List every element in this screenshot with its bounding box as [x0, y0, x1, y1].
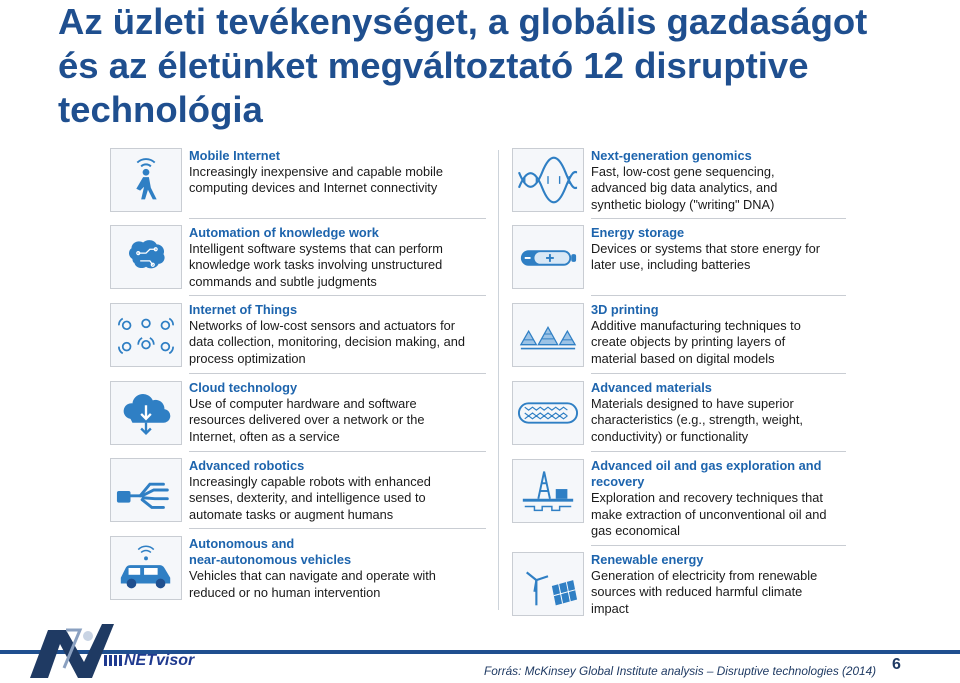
- tech-item-description: synthetic biology ("writing" DNA): [591, 196, 775, 212]
- tech-item-heading: Autonomous and: [189, 536, 295, 551]
- title-line: Az üzleti tevékenységet, a globális gazdaságot: [58, 1, 868, 42]
- tech-item-text: [591, 552, 846, 617]
- item-separator: [591, 373, 846, 374]
- tech-item-description: create objects by printing layers of: [591, 334, 786, 350]
- tech-item-heading: recovery: [591, 474, 645, 490]
- tech-item-description: process optimization: [189, 350, 306, 366]
- pyramid-print-icon: [512, 303, 584, 367]
- title-line: technológia: [58, 89, 263, 130]
- tech-item-description: Networks of low-cost sensors and actuators for: [189, 318, 455, 334]
- slide-title: [58, 0, 938, 132]
- nanotube-icon: [512, 381, 584, 445]
- item-separator: [189, 373, 486, 374]
- tech-item-description: data collection, monitoring, decision making, and: [189, 334, 466, 350]
- tech-item-text: [189, 148, 486, 197]
- tech-item-description: material based on digital models: [591, 350, 775, 366]
- tech-item-description: gas economical: [591, 522, 680, 538]
- tech-item-description: Materials designed to have superior: [591, 396, 794, 412]
- tech-item-description: reduced or no human intervention: [189, 584, 381, 600]
- tech-item-description: make extraction of unconventional oil and: [591, 506, 827, 522]
- tech-item-text: [591, 225, 846, 274]
- tech-item-description: later use, including batteries: [591, 257, 751, 273]
- battery-icon: [512, 225, 584, 289]
- page-number: 6: [892, 656, 901, 673]
- item-separator: [189, 218, 486, 219]
- netvisor-logo-icon: [26, 622, 116, 678]
- tech-item-text: [189, 380, 486, 445]
- tech-item-description: Devices or systems that store energy for: [591, 241, 821, 257]
- title-line: és az életünket megváltoztató 12 disruptive: [58, 45, 809, 86]
- tech-item-description: commands and subtle judgments: [189, 273, 377, 289]
- tech-item-heading: near-autonomous vehicles: [189, 552, 352, 568]
- tech-item-heading: Next-generation genomics: [591, 148, 752, 163]
- tech-item-heading: Advanced materials: [591, 380, 712, 395]
- item-separator: [189, 295, 486, 296]
- tech-item-description: conductivity) or functionality: [591, 428, 749, 444]
- tech-item-heading: Automation of knowledge work: [189, 225, 379, 240]
- tech-item-description: impact: [591, 600, 629, 616]
- tech-item-description: advanced big data analytics, and: [591, 180, 778, 196]
- tech-item-heading: Advanced oil and gas exploration and: [591, 458, 822, 473]
- tech-item-description: Internet, often as a service: [189, 428, 340, 444]
- brand-net: NET: [124, 652, 156, 669]
- tech-item-text: [189, 225, 486, 290]
- tech-item-description: Increasingly inexpensive and capable mobile: [189, 164, 443, 180]
- tech-item-heading: Advanced robotics: [189, 458, 305, 473]
- item-separator: [591, 451, 846, 452]
- tech-item-text: [189, 302, 486, 367]
- brand-visor: visor: [156, 652, 195, 669]
- wind-solar-icon: [512, 552, 584, 616]
- tech-item-description: Additive manufacturing techniques to: [591, 318, 801, 334]
- dna-icon: [512, 148, 584, 212]
- tech-item-text: [591, 380, 846, 445]
- brand-stripes-icon: [104, 655, 122, 666]
- item-separator: [591, 545, 846, 546]
- autonomous-car-icon: [110, 536, 182, 600]
- oil-rig-icon: [512, 459, 584, 523]
- brain-circuit-icon: [110, 225, 182, 289]
- column-divider: [498, 150, 499, 610]
- item-separator: [189, 528, 486, 529]
- tech-item-description: senses, dexterity, and intelligence used to: [189, 490, 426, 506]
- tech-item-text: [189, 536, 486, 601]
- tech-item-text: [591, 458, 846, 539]
- tech-item-heading: Mobile Internet: [189, 148, 281, 163]
- tech-item-heading: Energy storage: [591, 225, 685, 240]
- person-wifi-icon: [110, 148, 182, 212]
- tech-item-description: Generation of electricity from renewable: [591, 568, 818, 584]
- sensor-network-icon: [110, 303, 182, 367]
- cloud-download-icon: [110, 381, 182, 445]
- tech-item-description: computing devices and Internet connectivity: [189, 180, 438, 196]
- tech-item-description: Vehicles that can navigate and operate with: [189, 568, 436, 584]
- tech-item-description: Exploration and recovery techniques that: [591, 490, 823, 506]
- tech-item-description: Use of computer hardware and software: [189, 396, 417, 412]
- tech-item-heading: 3D printing: [591, 302, 659, 317]
- tech-item-description: Fast, low-cost gene sequencing,: [591, 164, 775, 180]
- tech-item-heading: Cloud technology: [189, 380, 298, 395]
- netvisor-brand: [104, 652, 194, 670]
- item-separator: [591, 218, 846, 219]
- tech-item-heading: Renewable energy: [591, 552, 704, 567]
- tech-item-description: sources with reduced harmful climate: [591, 584, 803, 600]
- robot-hand-icon: [110, 458, 182, 522]
- tech-item-description: Increasingly capable robots with enhanced: [189, 474, 431, 490]
- item-separator: [591, 295, 846, 296]
- tech-item-description: knowledge work tasks involving unstructured: [189, 257, 443, 273]
- source-citation: Forrás: McKinsey Global Institute analysis – Disruptive technologies (2014): [484, 664, 877, 678]
- tech-item-description: characteristics (e.g., strength, weight,: [591, 412, 803, 428]
- tech-item-text: [189, 458, 486, 523]
- tech-item-description: resources delivered over a network or the: [189, 412, 425, 428]
- tech-item-text: [591, 148, 846, 213]
- item-separator: [189, 451, 486, 452]
- tech-item-description: automate tasks or augment humans: [189, 506, 394, 522]
- tech-item-text: [591, 302, 846, 367]
- tech-item-description: Intelligent software systems that can perform: [189, 241, 443, 257]
- tech-item-heading: Internet of Things: [189, 302, 298, 317]
